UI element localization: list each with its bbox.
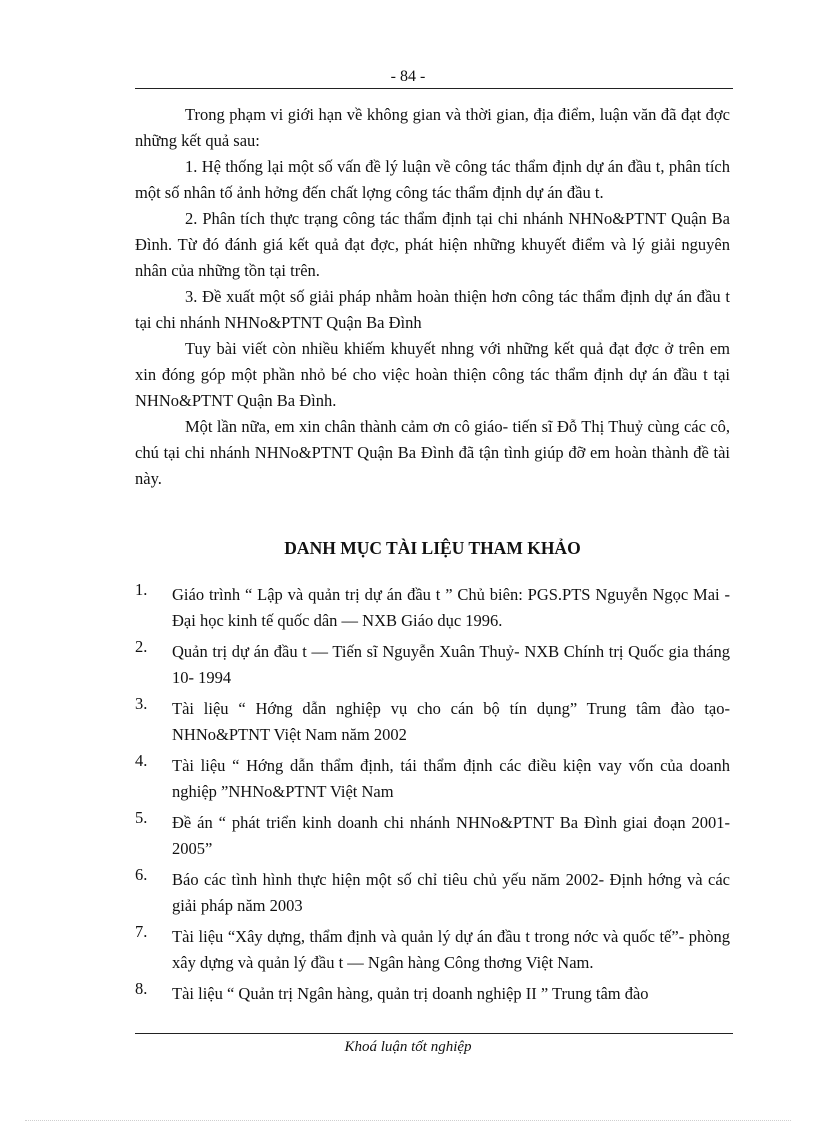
reference-number: 3. bbox=[135, 694, 148, 713]
paragraph-result-3: 3. Đề xuất một số giải pháp nhằm hoàn thiện hơn công tác thẩm định dự án đầu t tại chi nhánh NHNo&PTNT Quận Ba Đình bbox=[135, 287, 730, 332]
page-border-bottom bbox=[25, 1120, 791, 1121]
reference-item bbox=[135, 924, 730, 976]
references-heading: DANH MỤC TÀI LIỆU THAM KHẢO bbox=[284, 538, 581, 558]
footer-text: Khoá luận tốt nghiệp bbox=[344, 1039, 472, 1055]
reference-number: 6. bbox=[135, 865, 148, 884]
reference-text: Tài liệu “ Quản trị Ngân hàng, quản trị doanh nghiệp II ” Trung tâm đào bbox=[172, 984, 649, 1003]
reference-item bbox=[135, 582, 730, 634]
footer-rule bbox=[135, 1033, 733, 1034]
reference-text: Tài liệu “Xây dựng, thẩm định và quản lý dự án đầu t trong nớc và quốc tế”- phòng xây dựng và quản lý đầu t — Ngân hàng Công thơng Việt Nam. bbox=[172, 927, 730, 972]
reference-text: Báo các tình hình thực hiện một số chỉ tiêu chủ yếu năm 2002- Định hớng và các giải pháp năm 2003 bbox=[172, 870, 730, 915]
reference-text: Giáo trình “ Lập và quản trị dự án đầu t ” Chủ biên: PGS.PTS Nguyễn Ngọc Mai - Đại học kinh tế quốc dân — NXB Giáo dục 1996. bbox=[172, 585, 730, 630]
reference-number: 1. bbox=[135, 580, 148, 599]
references-list bbox=[135, 582, 730, 1012]
paragraph-contribution: Tuy bài viết còn nhiều khiếm khuyết nhng với những kết quả đạt đợc ở trên em xin đóng góp một phần nhỏ bé cho việc hoàn thiện công tác thẩm định dự án đầu t tại NHNo&PTNT Quận Ba Đình. bbox=[135, 339, 730, 410]
paragraph-result-2: 2. Phân tích thực trạng công tác thẩm định tại chi nhánh NHNo&PTNT Quận Ba Đình. Từ đó đánh giá kết quả đạt đợc, phát hiện những khuyết điểm và lý giải nguyên nhân của những tồn tại trên. bbox=[135, 209, 730, 280]
reference-text: Tài liệu “ Hớng dẫn nghiệp vụ cho cán bộ tín dụng” Trung tâm đào tạo- NHNo&PTNT Việt Nam năm 2002 bbox=[172, 699, 730, 744]
reference-item bbox=[135, 867, 730, 919]
reference-item bbox=[135, 696, 730, 748]
reference-text: Tài liệu “ Hớng dẫn thẩm định, tái thẩm định các điều kiện vay vốn của doanh nghiệp ”NHNo&PTNT Việt Nam bbox=[172, 756, 730, 801]
reference-number: 2. bbox=[135, 637, 148, 656]
reference-text: Quản trị dự án đầu t — Tiến sĩ Nguyễn Xuân Thuỷ- NXB Chính trị Quốc gia tháng 10- 1994 bbox=[172, 642, 730, 687]
page-number: - 84 - bbox=[390, 68, 426, 85]
paragraph-thanks: Một lần nữa, em xin chân thành cảm ơn cô giáo- tiến sĩ Đỗ Thị Thuỷ cùng các cô, chú tại chi nhánh NHNo&PTNT Quận Ba Đình đã tận tình giúp đỡ em hoàn thành đề tài này. bbox=[135, 417, 730, 488]
paragraph-result-1: 1. Hệ thống lại một số vấn đề lý luận về công tác thẩm định dự án đầu t, phân tích một số nhân tố ảnh hởng đến chất lợng công tác thẩm định dự án đầu t. bbox=[135, 157, 730, 202]
reference-item bbox=[135, 981, 730, 1007]
reference-number: 8. bbox=[135, 979, 148, 998]
reference-number: 7. bbox=[135, 922, 148, 941]
reference-item bbox=[135, 753, 730, 805]
reference-number: 5. bbox=[135, 808, 148, 827]
reference-item bbox=[135, 810, 730, 862]
paragraph-intro: Trong phạm vi giới hạn về không gian và thời gian, địa điểm, luận văn đã đạt đợc những kết quả sau: bbox=[135, 105, 730, 150]
reference-text: Đề án “ phát triển kinh doanh chi nhánh NHNo&PTNT Ba Đình giai đoạn 2001-2005” bbox=[172, 813, 730, 858]
reference-number: 4. bbox=[135, 751, 148, 770]
reference-item bbox=[135, 639, 730, 691]
body-text bbox=[135, 102, 730, 492]
header-rule bbox=[135, 88, 733, 89]
